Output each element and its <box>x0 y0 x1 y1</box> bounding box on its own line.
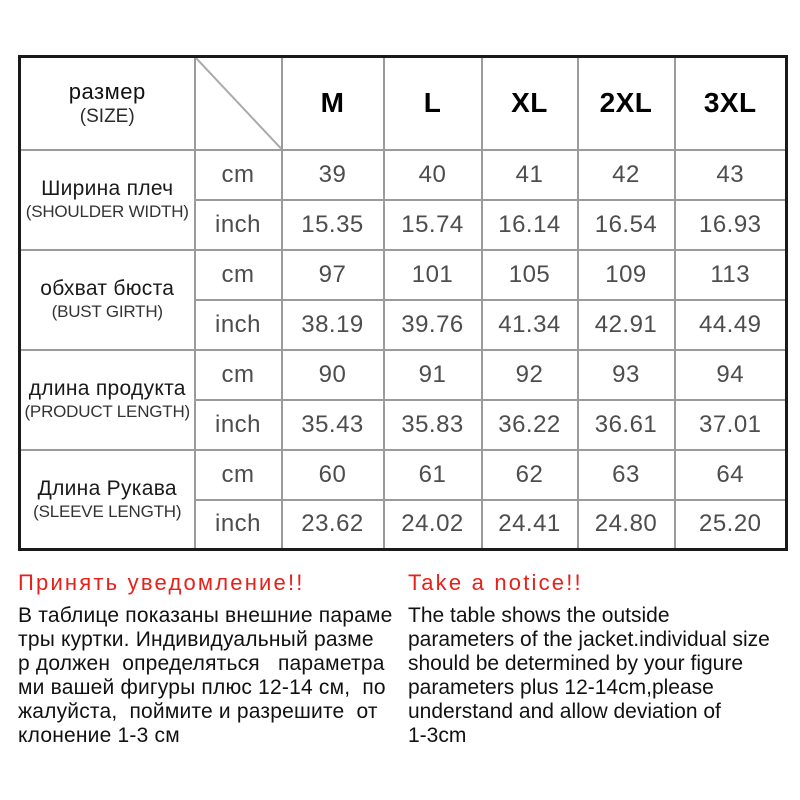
value-cell: 36.22 <box>482 400 578 450</box>
value-cell: 62 <box>482 450 578 500</box>
row-label-en: (SLEEVE LENGTH) <box>33 502 182 522</box>
notice-russian-heading: Принять уведомление!! <box>18 570 305 595</box>
row-label-ru: Длина Рукава <box>37 476 177 500</box>
table-row <box>20 450 787 500</box>
value-cell: 35.83 <box>384 400 482 450</box>
value-cell: 63 <box>578 450 675 500</box>
notice-line: тры куртки. Индивидуальный разме <box>18 628 374 651</box>
value-cell: 35.43 <box>282 400 384 450</box>
value-cell: 36.61 <box>578 400 675 450</box>
value-cell: 97 <box>282 250 384 300</box>
value-cell: 16.14 <box>482 200 578 250</box>
notice-line: р должен определяться параметра <box>18 652 385 675</box>
value-cell: 42 <box>578 150 675 200</box>
value-cell: 105 <box>482 250 578 300</box>
size-col-header-3xl: 3XL <box>675 57 787 150</box>
corner-size-cell <box>20 57 195 150</box>
table-row <box>20 150 787 200</box>
unit-cell-cm: cm <box>195 250 282 300</box>
notice-english-heading: Take a notice!! <box>408 570 583 595</box>
size-col-header-2xl: 2XL <box>578 57 675 150</box>
row-label-bust-girth <box>20 250 195 350</box>
size-col-header-l: L <box>384 57 482 150</box>
value-cell: 94 <box>675 350 787 400</box>
value-cell: 113 <box>675 250 787 300</box>
notice-line: should be determined by your figure <box>408 652 744 675</box>
value-cell: 23.62 <box>282 500 384 550</box>
value-cell: 41.34 <box>482 300 578 350</box>
notice-line: жалуйста, поймите и разрешите от <box>18 700 378 723</box>
diagonal-divider-cell <box>195 57 282 150</box>
value-cell: 38.19 <box>282 300 384 350</box>
value-cell: 93 <box>578 350 675 400</box>
value-cell: 39 <box>282 150 384 200</box>
diagonal-line-icon <box>196 58 281 149</box>
value-cell: 37.01 <box>675 400 787 450</box>
notice-line: parameters of the jacket.individual size <box>408 628 770 651</box>
notice-english <box>408 570 796 748</box>
value-cell: 15.74 <box>384 200 482 250</box>
value-cell: 24.41 <box>482 500 578 550</box>
value-cell: 40 <box>384 150 482 200</box>
unit-cell-cm: cm <box>195 350 282 400</box>
row-label-sleeve-length <box>20 450 195 550</box>
value-cell: 64 <box>675 450 787 500</box>
corner-subtitle: (SIZE) <box>79 105 135 127</box>
row-label-en: (BUST GIRTH) <box>51 302 163 322</box>
size-table <box>18 55 788 551</box>
row-label-ru: длина продукта <box>28 377 186 401</box>
size-col-header-m: M <box>282 57 384 150</box>
value-cell: 43 <box>675 150 787 200</box>
notice-line: understand and allow deviation of <box>408 700 721 723</box>
value-cell: 16.93 <box>675 200 787 250</box>
notice-line: клонение 1-3 см <box>18 724 180 747</box>
unit-cell-inch: inch <box>195 500 282 550</box>
value-cell: 41 <box>482 150 578 200</box>
corner-title: размер <box>68 79 146 105</box>
value-cell: 44.49 <box>675 300 787 350</box>
unit-cell-inch: inch <box>195 200 282 250</box>
value-cell: 24.02 <box>384 500 482 550</box>
value-cell: 24.80 <box>578 500 675 550</box>
table-header-row <box>20 57 787 150</box>
unit-cell-inch: inch <box>195 400 282 450</box>
value-cell: 16.54 <box>578 200 675 250</box>
notice-line: parameters plus 12-14cm,please <box>408 676 714 699</box>
value-cell: 91 <box>384 350 482 400</box>
notice-line: В таблице показаны внешние параме <box>18 604 393 627</box>
row-label-en: (PRODUCT LENGTH) <box>24 402 191 422</box>
row-label-ru: Ширина плеч <box>41 177 174 201</box>
value-cell: 39.76 <box>384 300 482 350</box>
row-label-shoulder-width <box>20 150 195 250</box>
unit-cell-cm: cm <box>195 450 282 500</box>
table-row <box>20 250 787 300</box>
notice-russian <box>18 570 400 748</box>
value-cell: 109 <box>578 250 675 300</box>
notice-line: 1-3cm <box>408 724 467 747</box>
row-label-product-length <box>20 350 195 450</box>
value-cell: 101 <box>384 250 482 300</box>
unit-cell-cm: cm <box>195 150 282 200</box>
size-col-header-xl: XL <box>482 57 578 150</box>
value-cell: 60 <box>282 450 384 500</box>
notice-line: ми вашей фигуры плюс 12-14 см, по <box>18 676 386 699</box>
value-cell: 92 <box>482 350 578 400</box>
notice-line: The table shows the outside <box>408 604 670 627</box>
row-label-ru: обхват бюста <box>40 277 175 301</box>
value-cell: 61 <box>384 450 482 500</box>
value-cell: 90 <box>282 350 384 400</box>
row-label-en: (SHOULDER WIDTH) <box>25 202 189 222</box>
value-cell: 25.20 <box>675 500 787 550</box>
value-cell: 15.35 <box>282 200 384 250</box>
unit-cell-inch: inch <box>195 300 282 350</box>
value-cell: 42.91 <box>578 300 675 350</box>
table-row <box>20 350 787 400</box>
